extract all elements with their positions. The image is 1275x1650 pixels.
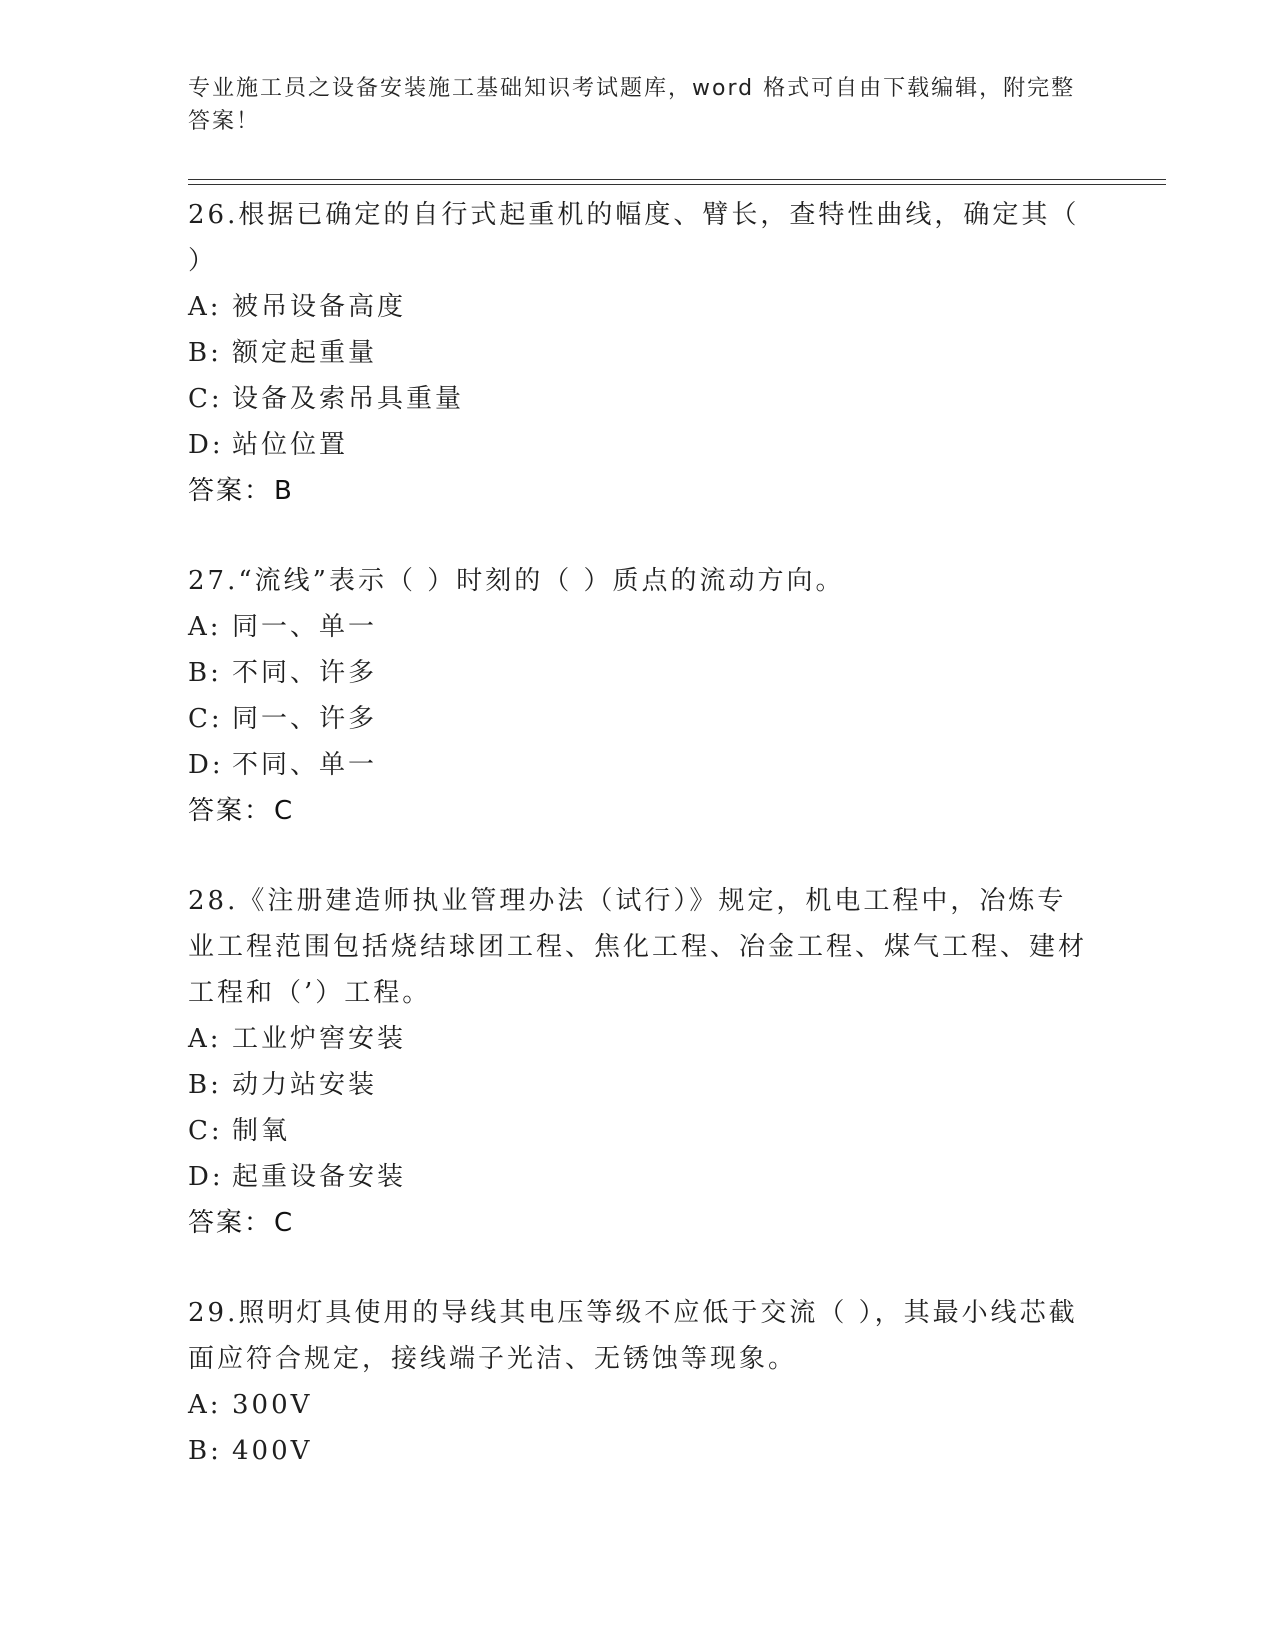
answer-label: 答案： [188, 1208, 273, 1238]
answer-value: B [274, 476, 294, 506]
option-key: A: [188, 1390, 222, 1420]
option-key: C: [188, 384, 223, 414]
question-text: 照明灯具使用的导线其电压等级不应低于交流（ ），其最小线芯截面应符合规定，接线端子光洁、无锈蚀等现象。 [188, 1298, 1078, 1374]
question-text: 《注册建造师执业管理办法（试行）》规定，机电工程中，冶炼专业工程范围包括烧结球团工程、焦化工程、冶金工程、煤气工程、建材工程和（’）工程。 [188, 886, 1088, 1008]
option-key: B: [188, 1436, 222, 1466]
option-d [188, 1154, 1088, 1200]
question-stem [188, 878, 1088, 1016]
question-number: 27. [188, 566, 239, 596]
option-b [188, 330, 1088, 376]
option-c [188, 376, 1088, 422]
answer-value: C [274, 796, 295, 826]
option-text: 不同、许多 [232, 658, 378, 688]
option-a [188, 1016, 1088, 1062]
question-stem [188, 1290, 1088, 1382]
option-text: 站位位置 [232, 430, 349, 460]
option-key: B: [188, 658, 222, 688]
option-key: D: [188, 750, 224, 780]
header-divider-top [188, 179, 1166, 180]
option-b [188, 1428, 1088, 1474]
question-stem [188, 192, 1088, 284]
question-26 [188, 192, 1088, 514]
question-number: 26. [188, 200, 239, 230]
option-b [188, 1062, 1088, 1108]
option-key: A: [188, 612, 222, 642]
question-number: 29. [188, 1298, 239, 1328]
option-key: B: [188, 1070, 222, 1100]
option-text: 工业炉窖安装 [232, 1024, 407, 1054]
question-stem [188, 558, 1088, 604]
option-key: C: [188, 1116, 223, 1146]
option-key: C: [188, 704, 223, 734]
option-text: 400V [232, 1436, 313, 1466]
document-header: 专业施工员之设备安装施工基础知识考试题库，word 格式可自由下载编辑，附完整答案！ [188, 76, 1076, 134]
question-28 [188, 878, 1088, 1246]
option-a [188, 1382, 1088, 1428]
option-d [188, 422, 1088, 468]
header-divider-bottom [188, 184, 1166, 185]
option-key: A: [188, 292, 222, 322]
question-list [188, 192, 1088, 1518]
answer-value: C [274, 1208, 295, 1238]
option-text: 额定起重量 [232, 338, 378, 368]
answer-label: 答案： [188, 796, 273, 826]
option-text: 不同、单一 [232, 750, 378, 780]
option-a [188, 604, 1088, 650]
option-text: 制氧 [232, 1116, 291, 1146]
option-key: D: [188, 430, 224, 460]
option-key: D: [188, 1162, 224, 1192]
option-text: 动力站安装 [232, 1070, 378, 1100]
question-29 [188, 1290, 1088, 1474]
option-text: 300V [232, 1390, 313, 1420]
option-b [188, 650, 1088, 696]
option-text: 被吊设备高度 [232, 292, 407, 322]
answer-label: 答案： [188, 476, 273, 506]
option-text: 设备及索吊具重量 [232, 384, 465, 414]
answer-line [188, 468, 1088, 514]
option-text: 起重设备安装 [232, 1162, 407, 1192]
option-a [188, 284, 1088, 330]
answer-line [188, 1200, 1088, 1246]
option-text: 同一、单一 [232, 612, 378, 642]
option-c [188, 696, 1088, 742]
option-text: 同一、许多 [232, 704, 378, 734]
answer-line [188, 788, 1088, 834]
question-27 [188, 558, 1088, 834]
question-text: “流线”表示（ ）时刻的（ ）质点的流动方向。 [238, 566, 845, 596]
option-d [188, 742, 1088, 788]
option-key: A: [188, 1024, 222, 1054]
question-text: 根据已确定的自行式起重机的幅度、臂长，查特性曲线，确定其（ ） [188, 200, 1080, 276]
question-number: 28. [188, 886, 239, 916]
option-key: B: [188, 338, 222, 368]
option-c [188, 1108, 1088, 1154]
